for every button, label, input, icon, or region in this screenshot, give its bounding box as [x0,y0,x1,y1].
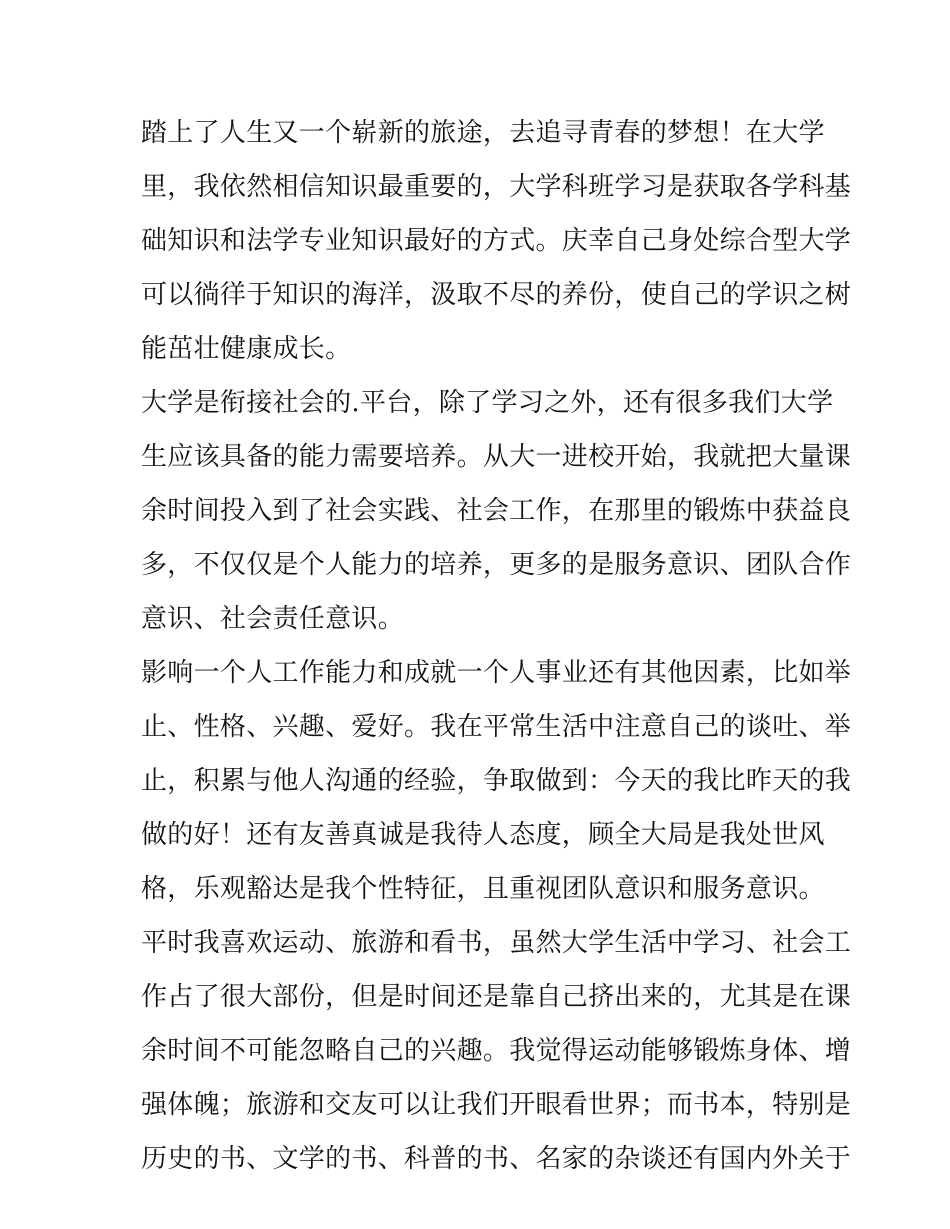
text-line: 做的好！还有友善真诚是我待人态度，顾全大局是我处世风 [141,820,825,850]
paragraph-4 [141,916,852,1186]
text-line: 历史的书、文学的书、科普的书、名家的杂谈还有国内外关于 [141,1144,852,1174]
text-line: 强体魄；旅游和交友可以让我们开眼看世界；而书本，特别是 [141,1090,852,1120]
text-line: 格，乐观豁达是我个性特征，且重视团队意识和服务意识。 [141,874,825,904]
text-line: 止、性格、兴趣、爱好。我在平常生活中注意自己的谈吐、举 [141,712,852,742]
text-line: 余时间投入到了社会实践、社会工作，在那里的锻炼中获益良 [141,496,852,526]
text-line: 大学是衔接社会的.平台，除了学习之外，还有很多我们大学 [141,388,834,418]
text-line: 生应该具备的能力需要培养。从大一进校开始，我就把大量课 [141,442,852,472]
text-line: 踏上了人生又一个崭新的旅途，去追寻青春的梦想！在大学 [141,118,825,148]
document-body [141,106,852,1186]
paragraph-2 [141,376,852,646]
text-line: 里，我依然相信知识最重要的，大学科班学习是获取各学科基 [141,172,852,202]
text-line: 平时我喜欢运动、旅游和看书，虽然大学生活中学习、社会工 [141,928,852,958]
text-line: 影响一个人工作能力和成就一个人事业还有其他因素，比如举 [141,658,852,688]
text-line: 作占了很大部份，但是时间还是靠自己挤出来的，尤其是在课 [141,982,852,1012]
text-line: 多，不仅仅是个人能力的培养，更多的是服务意识、团队合作 [141,550,852,580]
text-line: 止，积累与他人沟通的经验，争取做到：今天的我比昨天的我 [141,766,852,796]
text-line: 础知识和法学专业知识最好的方式。庆幸自己身处综合型大学 [141,226,852,256]
text-line: 可以徜徉于知识的海洋，汲取不尽的养份，使自己的学识之树 [141,280,852,310]
text-line: 意识、社会责任意识。 [141,604,405,634]
text-line: 余时间不可能忽略自己的兴趣。我觉得运动能够锻炼身体、增 [141,1036,852,1066]
text-line: 能茁壮健康成长。 [141,334,352,364]
paragraph-1 [141,106,852,376]
paragraph-3 [141,646,852,916]
